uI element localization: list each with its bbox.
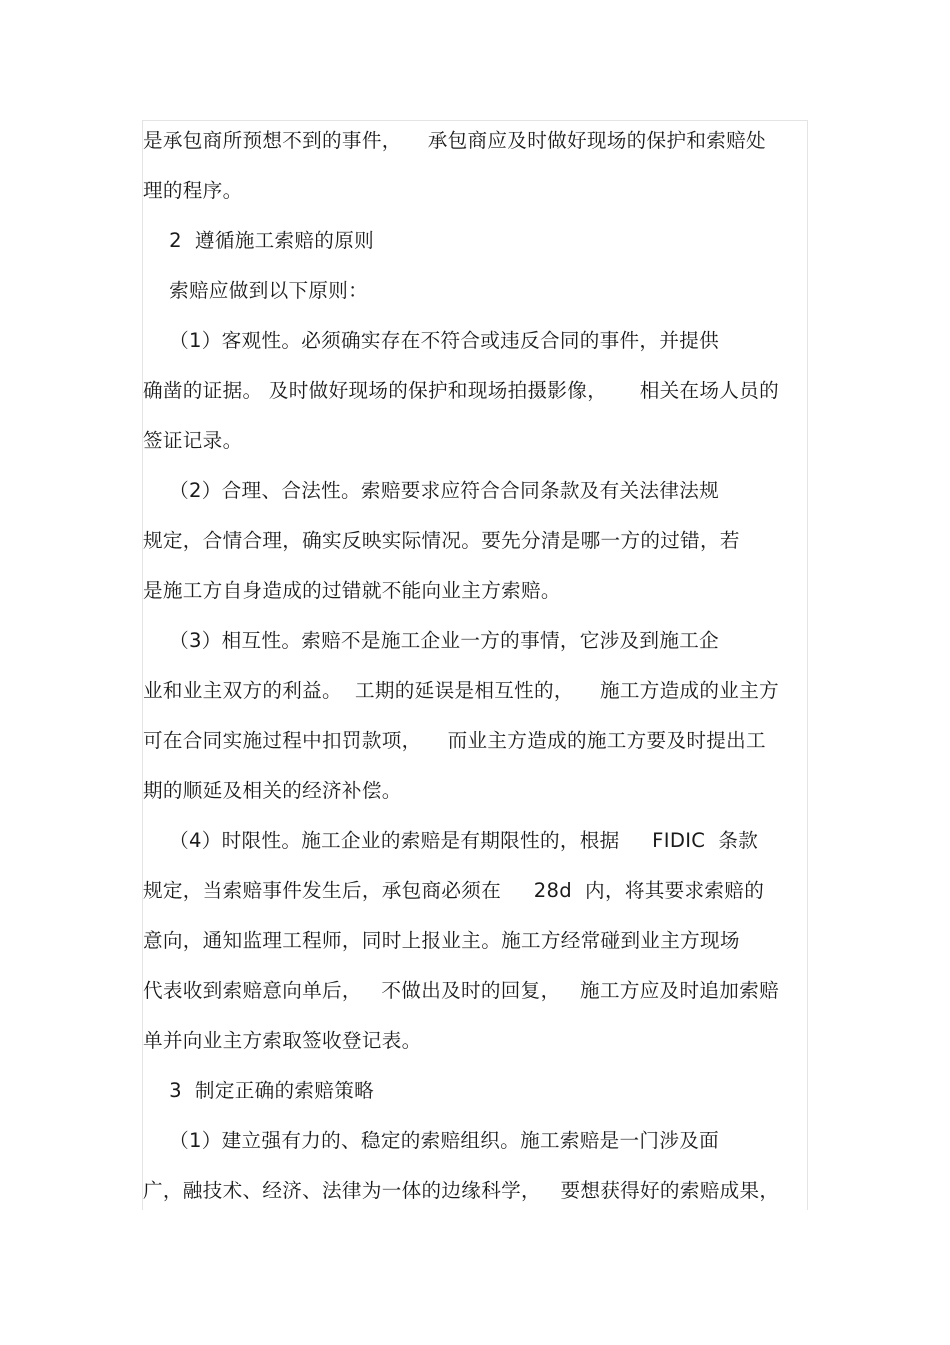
- text-line: 索赔应做到以下原则：: [143, 279, 369, 302]
- text-line: 代表收到索赔意向单后， 不做出及时的回复， 施工方应及时追加索赔: [143, 979, 779, 1002]
- text-line: （4）时限性。施工企业的索赔是有期限性的，根据 FIDIC 条款: [143, 829, 759, 852]
- text-line: （3）相互性。索赔不是施工企业一方的事情，它涉及到施工企: [143, 629, 720, 652]
- text-line: 确凿的证据。 及时做好现场的保护和现场拍摄影像， 相关在场人员的: [143, 379, 779, 402]
- text-line: 理的程序。: [143, 179, 243, 202]
- text-line: 签证记录。: [143, 429, 243, 452]
- text-line: 规定，合情合理，确实反映实际情况。要先分清是哪一方的过错，若: [143, 529, 740, 552]
- text-line: 广，融技术、经济、法律为一体的边缘科学， 要想获得好的索赔成果，: [143, 1179, 780, 1202]
- text-line: 是承包商所预想不到的事件， 承包商应及时做好现场的保护和索赔处: [143, 129, 766, 152]
- text-line: 业和业主双方的利益。 工期的延误是相互性的， 施工方造成的业主方: [143, 679, 779, 702]
- text-line: （1）建立强有力的、稳定的索赔组织。施工索赔是一门涉及面: [143, 1129, 720, 1152]
- text-line: 是施工方自身造成的过错就不能向业主方索赔。: [143, 579, 561, 602]
- text-line: （2）合理、合法性。索赔要求应符合合同条款及有关法律法规: [143, 479, 720, 502]
- text-line: （1）客观性。必须确实存在不符合或违反合同的事件，并提供: [143, 329, 720, 352]
- text-line: 意向，通知监理工程师，同时上报业主。施工方经常碰到业主方现场: [143, 929, 740, 952]
- text-line: 单并向业主方索取签收登记表。: [143, 1029, 422, 1052]
- text-line: 规定，当索赔事件发生后，承包商必须在 28d 内，将其要求索赔的: [143, 879, 765, 902]
- text-line: 可在合同实施过程中扣罚款项， 而业主方造成的施工方要及时提出工: [143, 729, 766, 752]
- section-heading: 3 制定正确的索赔策略: [143, 1079, 374, 1102]
- section-heading: 2 遵循施工索赔的原则: [143, 229, 374, 252]
- text-line: 期的顺延及相关的经济补偿。: [143, 779, 402, 802]
